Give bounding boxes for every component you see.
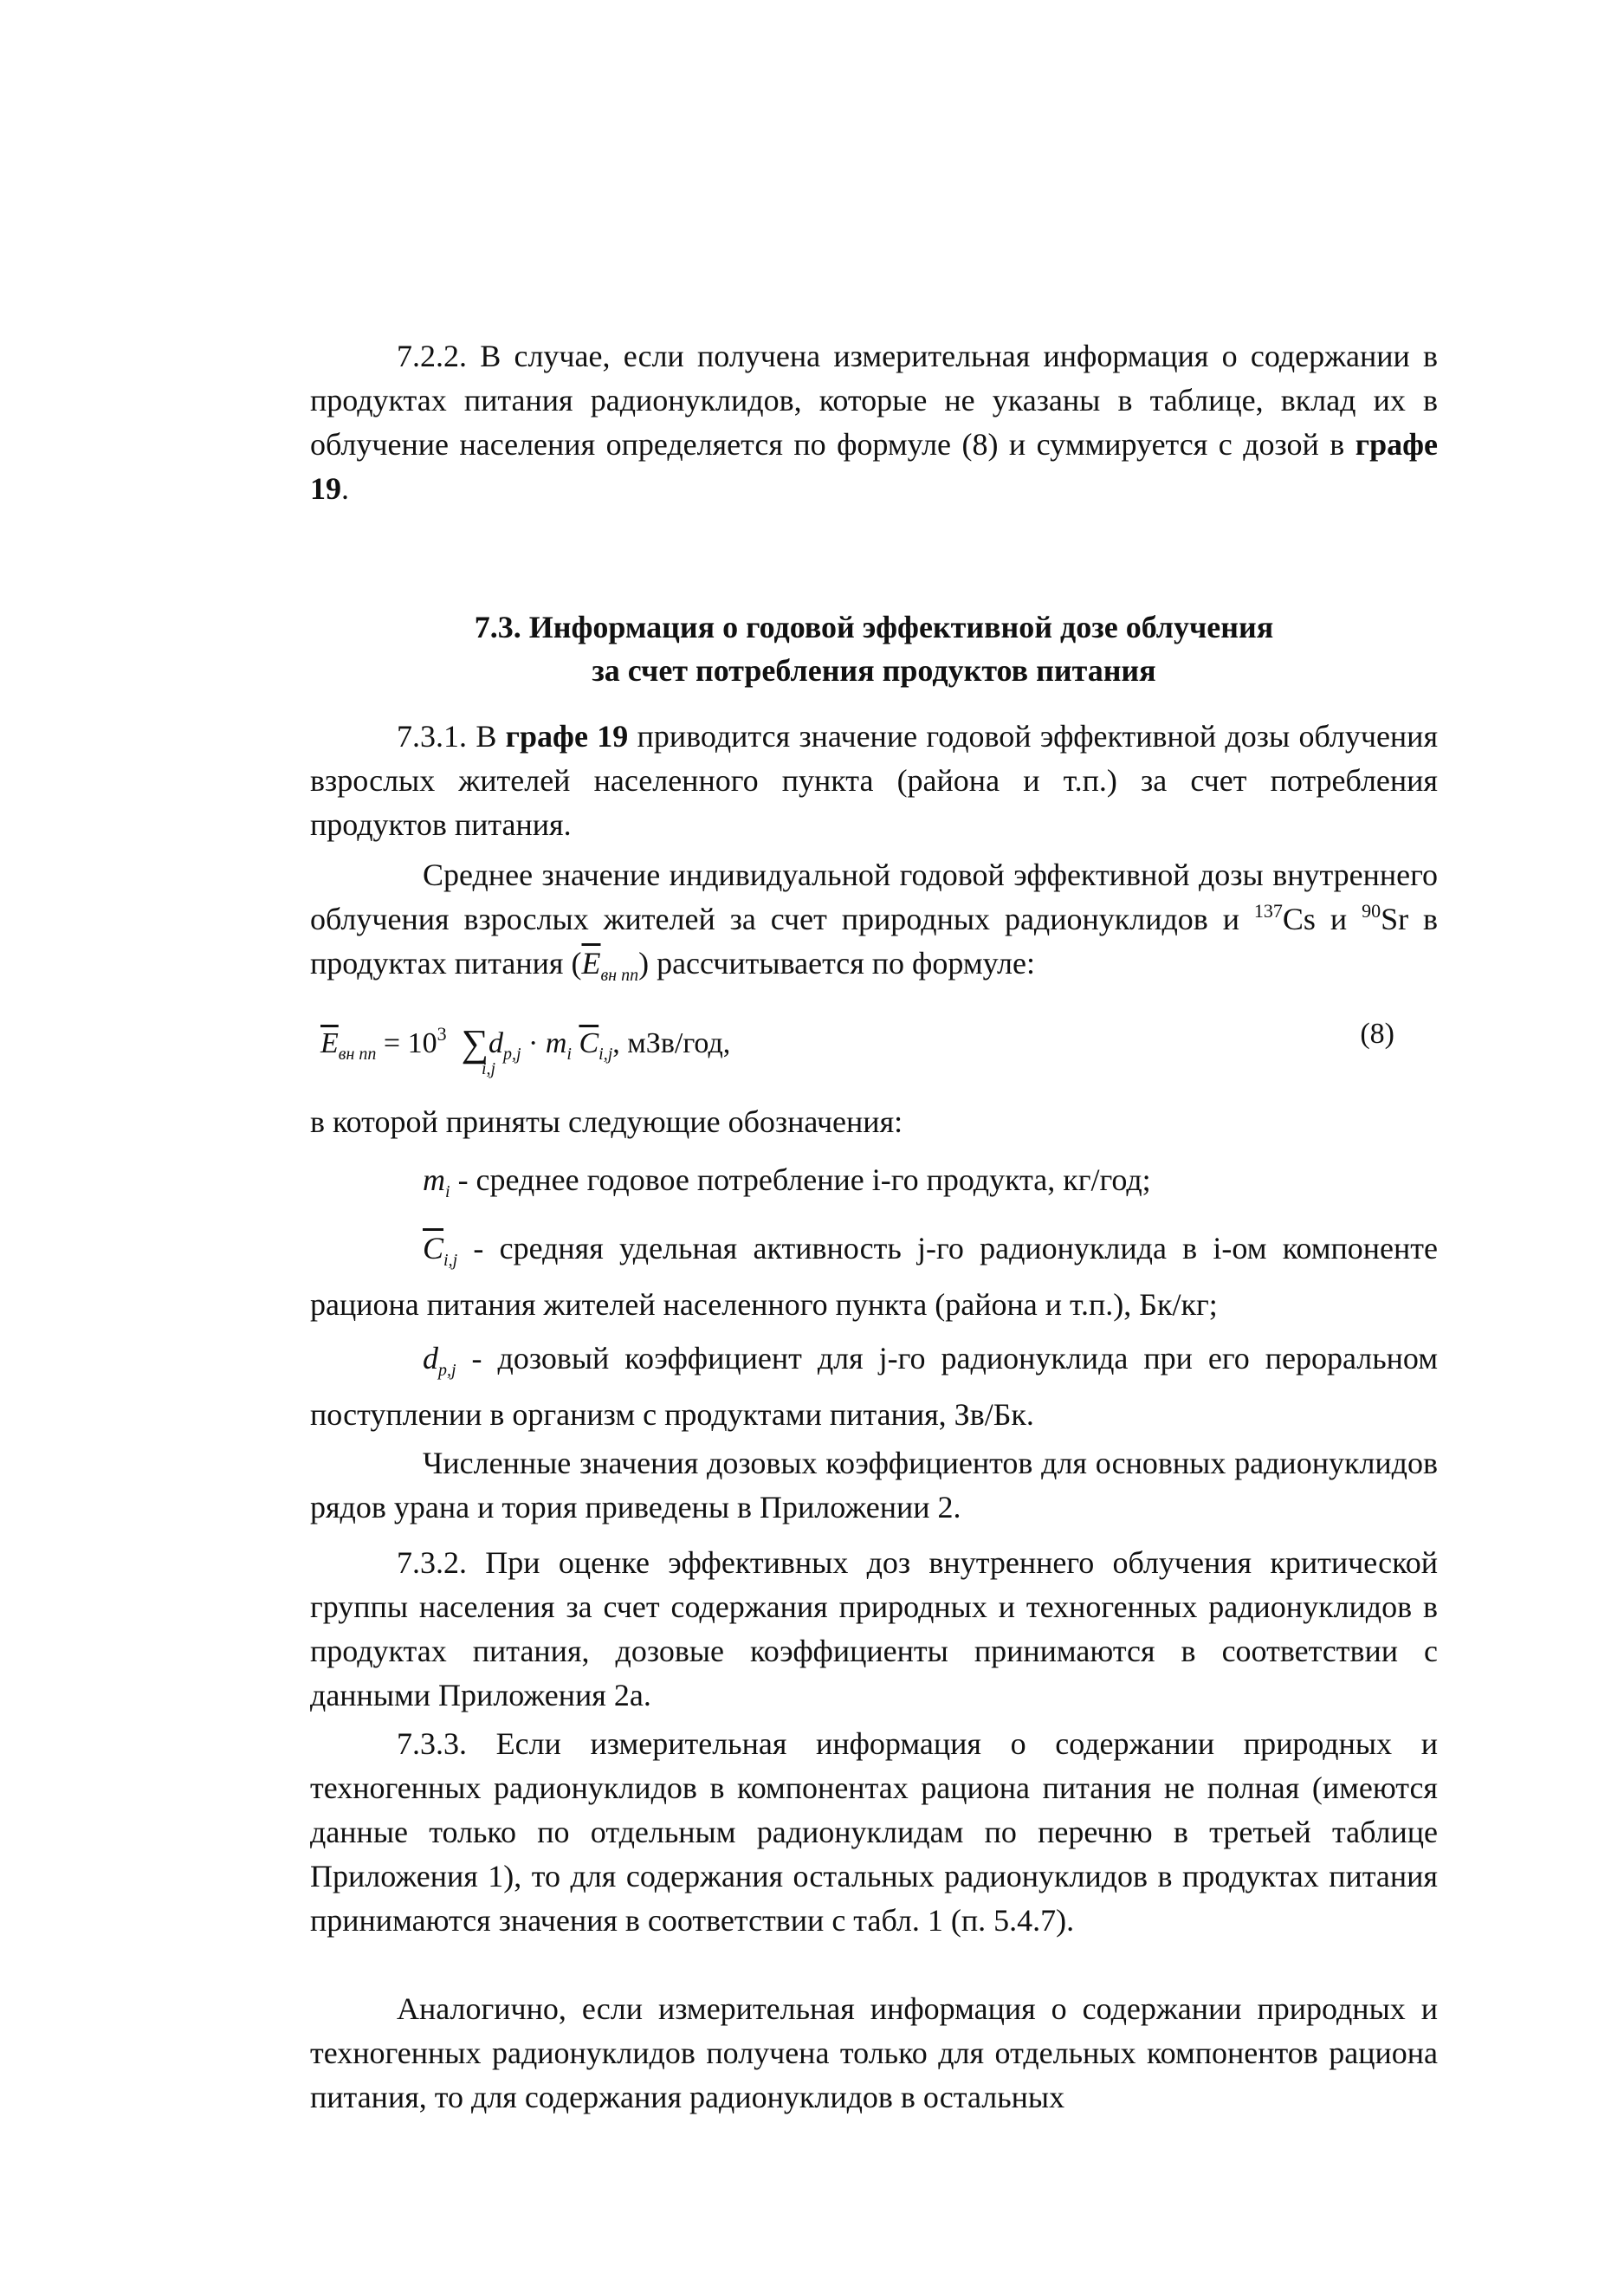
- formula-lhs: $\overline{E}$: [320, 1027, 339, 1059]
- section-heading-7-3: [310, 605, 1438, 692]
- paragraph-analogously: Аналогично, если измерительная информация о содержании природных и техногенных радионуклидов получена только для отдельных компонентов рациона питания, то для содержания радионуклидов в остальных: [310, 1991, 1438, 2114]
- formula-c: $\overline{C}$: [579, 1027, 599, 1059]
- text: Cs и: [1282, 902, 1362, 936]
- text: 7.2.2. В случае, если получена измерительная информация о содержании в продуктах питания радионуклидов, которые не указаны в таблице, вклад их в облучение населения определяется по формуле (8) и суммируется с дозой в: [310, 339, 1438, 462]
- formula-sub: i: [566, 1045, 572, 1064]
- formula-eq: = 10: [376, 1027, 437, 1059]
- definition-c: [310, 1227, 1438, 1327]
- formula-number: (8): [1360, 1018, 1394, 1050]
- formula-sub: вн пп: [338, 1045, 377, 1064]
- text: .: [341, 471, 349, 506]
- text: ) рассчитывается по формуле:: [638, 946, 1035, 981]
- text: Sr в продуктах питания (: [310, 902, 1438, 981]
- sum-sub: i,j: [482, 1059, 496, 1078]
- formula-sub: i,j: [598, 1045, 613, 1064]
- text: Среднее значение индивидуальной годовой эффективной дозы внутреннего облучения взрослых жителей за счет природных радионуклидов и: [310, 858, 1438, 936]
- text: приводится значение годовой эффективной дозы облучения взрослых жителей населенного пункта (района и т.п.) за счет потребления продуктов питания.: [310, 719, 1439, 842]
- paragraph-7-3-1: [310, 715, 1438, 847]
- def-symbol: d: [423, 1341, 438, 1375]
- formula-d: d: [488, 1027, 503, 1059]
- heading-line: 7.3. Информация о годовой эффективной дозе облучения: [474, 610, 1274, 644]
- where-text: в которой приняты следующие обозначения:: [310, 1104, 903, 1139]
- isotope-mass: 90: [1362, 900, 1381, 922]
- symbol: $\overline{E}$: [581, 946, 601, 981]
- paragraph-mean-dose: [310, 853, 1438, 998]
- formula-exp: 3: [437, 1023, 447, 1045]
- text: 7.3.1. В: [397, 719, 506, 754]
- definition-m: [310, 1158, 1438, 1214]
- def-symbol: $\overline{C}$: [423, 1231, 444, 1265]
- formula-unit: , мЗв/год,: [612, 1027, 731, 1059]
- def-text: - среднее годовое потребление i-го продукта, кг/год;: [450, 1162, 1151, 1197]
- paragraph-7-3-3: 7.3.3. Если измерительная информация о содержании природных и техногенных радионуклидов в компонентах рациона питания не полная (имеются данные только по отдельным радионуклидам по перечню в третьей таблице Приложения 1), то для содержания остальных радионуклидов в продуктах питания принимаются значения в соответствии с табл. 1 (п. 5.4.7).: [310, 1726, 1438, 1938]
- bold-ref: графе 19: [505, 719, 629, 754]
- formula-m: m: [545, 1027, 567, 1059]
- paragraph-7-3-2: 7.3.2. При оценке эффективных доз внутреннего облучения критической группы населения за счет содержания природных и техногенных радионуклидов в продуктах питания, дозовые коэффициенты принимаются в соответствии с данными Приложения 2а.: [310, 1545, 1438, 1712]
- def-sub: p,j: [438, 1361, 456, 1380]
- def-sub: i: [445, 1182, 450, 1201]
- def-sub: i,j: [443, 1251, 458, 1270]
- symbol-sub: вн пп: [600, 966, 639, 985]
- formula-sub: p,j: [502, 1045, 521, 1064]
- bold-ref: графе 19: [310, 427, 1438, 506]
- sum-symbol: ∑: [461, 1022, 488, 1065]
- def-text: - средняя удельная активность j-го радионуклида в i-ом компоненте рациона питания жителей населенного пункта (района и т.п.), Бк/кг;: [310, 1231, 1438, 1322]
- def-symbol: m: [423, 1162, 445, 1197]
- heading-line: за счет потребления продуктов питания: [592, 653, 1156, 688]
- paragraph-7-2-2: [310, 334, 1438, 511]
- formula-dot: ·: [521, 1027, 546, 1059]
- formula-8: [320, 1018, 1394, 1087]
- definition-d: [310, 1337, 1438, 1437]
- isotope-mass: 137: [1253, 900, 1283, 922]
- paragraph-numeric-values: Численные значения дозовых коэффициентов для основных радионуклидов рядов урана и тория приведены в Приложении 2.: [310, 1446, 1438, 1524]
- def-text: - дозовый коэффициент для j-го радионуклида при его пероральном поступлении в организм с продуктами питания, Зв/Бк.: [310, 1341, 1438, 1432]
